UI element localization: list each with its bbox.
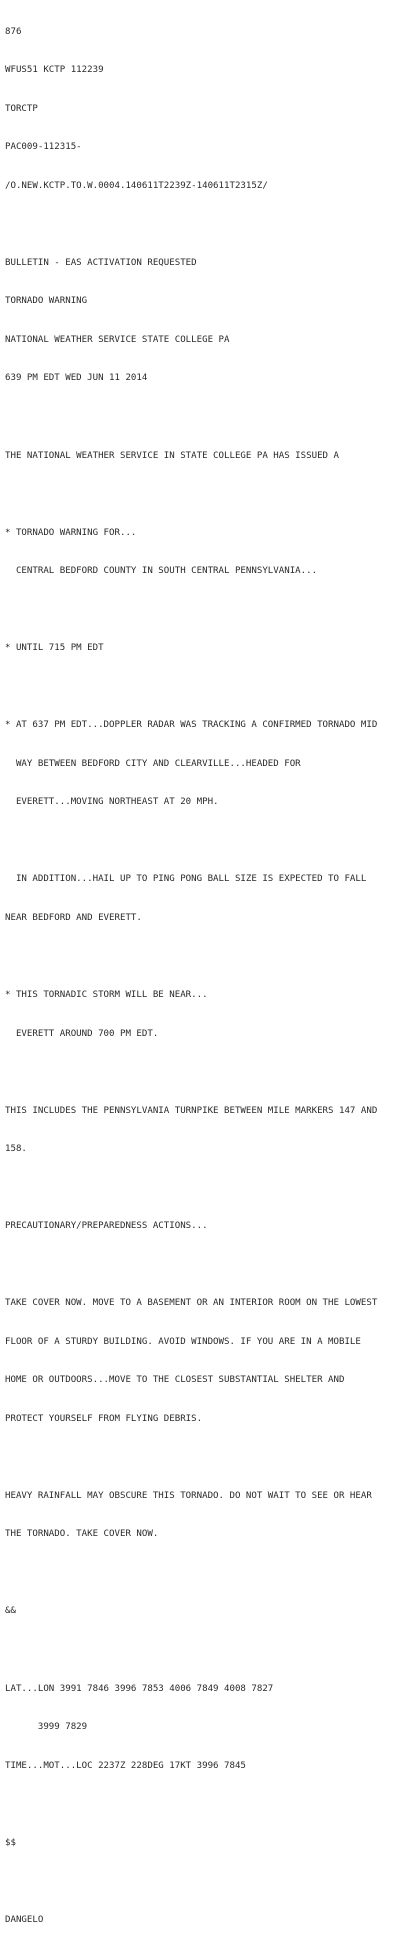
bulletin-line	[5, 1066, 413, 1079]
bulletin-line: THIS INCLUDES THE PENNSYLVANIA TURNPIKE BETWEEN MILE MARKERS 147 AND	[5, 1105, 378, 1116]
bulletin-line: 3999 7829	[5, 1722, 88, 1733]
bulletin-line: * AT 637 PM EDT...DOPPLER RADAR WAS TRACKING A CONFIRMED TORNADO MID	[5, 720, 378, 731]
bulletin-line: THE NATIONAL WEATHER SERVICE IN STATE COLLEGE PA HAS ISSUED A	[5, 450, 339, 461]
bulletin-line: HOME OR OUTDOORS...MOVE TO THE CLOSEST SUBSTANTIAL SHELTER AND	[5, 1375, 345, 1386]
bulletin-line: THE TORNADO. TAKE COVER NOW.	[5, 1529, 159, 1540]
bulletin-line: &&	[5, 1606, 16, 1617]
bulletin-line: WAY BETWEEN BEDFORD CITY AND CLEARVILLE...HEADED FOR	[5, 758, 301, 769]
bulletin-line: TAKE COVER NOW. MOVE TO A BASEMENT OR AN INTERIOR ROOM ON THE LOWEST	[5, 1298, 378, 1309]
bulletin-line: EVERETT...MOVING NORTHEAST AT 20 MPH.	[5, 797, 219, 808]
bulletin-line: DANGELO	[5, 1914, 44, 1925]
bulletin-line: * TORNADO WARNING FOR...	[5, 527, 137, 538]
bulletin-line: * THIS TORNADIC STORM WILL BE NEAR...	[5, 989, 208, 1000]
bulletin-line: FLOOR OF A STURDY BUILDING. AVOID WINDOWS. IF YOU ARE IN A MOBILE	[5, 1336, 361, 1347]
bulletin-line	[5, 1259, 413, 1272]
bulletin-line	[5, 488, 413, 501]
bulletin-line	[5, 1567, 413, 1580]
bulletin-line	[5, 681, 413, 694]
bulletin-line	[5, 411, 413, 424]
bulletin-line	[5, 218, 413, 231]
bulletin-line: /O.NEW.KCTP.TO.W.0004.140611T2239Z-140611T2315Z/	[5, 180, 268, 191]
warning-bulletin-text	[5, 0, 413, 1939]
bulletin-line	[5, 950, 413, 963]
bulletin-line: LAT...LON 3991 7846 3996 7853 4006 7849 4008 7827	[5, 1683, 274, 1694]
bulletin-line	[5, 1182, 413, 1195]
bulletin-line: 876	[5, 26, 22, 37]
bulletin-line	[5, 604, 413, 617]
bulletin-line: HEAVY RAINFALL MAY OBSCURE THIS TORNADO. DO NOT WAIT TO SEE OR HEAR	[5, 1490, 372, 1501]
bulletin-line	[5, 1875, 413, 1888]
bulletin-line: NEAR BEDFORD AND EVERETT.	[5, 912, 142, 923]
bulletin-line: PAC009-112315-	[5, 142, 82, 153]
bulletin-line	[5, 1451, 413, 1464]
bulletin-line: WFUS51 KCTP 112239	[5, 65, 104, 76]
bulletin-line: TORNADO WARNING	[5, 296, 88, 307]
bulletin-line: 158.	[5, 1144, 27, 1155]
bulletin-line	[5, 1644, 413, 1657]
bulletin-line: NATIONAL WEATHER SERVICE STATE COLLEGE PA	[5, 334, 230, 345]
bulletin-line: PRECAUTIONARY/PREPAREDNESS ACTIONS...	[5, 1221, 208, 1232]
bulletin-line: * UNTIL 715 PM EDT	[5, 643, 104, 654]
bulletin-line	[5, 835, 413, 848]
bulletin-line: TORCTP	[5, 103, 38, 114]
bulletin-line: TIME...MOT...LOC 2237Z 228DEG 17KT 3996 7845	[5, 1760, 246, 1771]
bulletin-line: IN ADDITION...HAIL UP TO PING PONG BALL SIZE IS EXPECTED TO FALL	[5, 874, 367, 885]
bulletin-line: CENTRAL BEDFORD COUNTY IN SOUTH CENTRAL PENNSYLVANIA...	[5, 566, 318, 577]
bulletin-line: PROTECT YOURSELF FROM FLYING DEBRIS.	[5, 1413, 203, 1424]
bulletin-line: $$	[5, 1837, 16, 1848]
bulletin-line: BULLETIN - EAS ACTIVATION REQUESTED	[5, 257, 197, 268]
bulletin-line	[5, 1798, 413, 1811]
bulletin-line: EVERETT AROUND 700 PM EDT.	[5, 1028, 159, 1039]
bulletin-line: 639 PM EDT WED JUN 11 2014	[5, 373, 148, 384]
